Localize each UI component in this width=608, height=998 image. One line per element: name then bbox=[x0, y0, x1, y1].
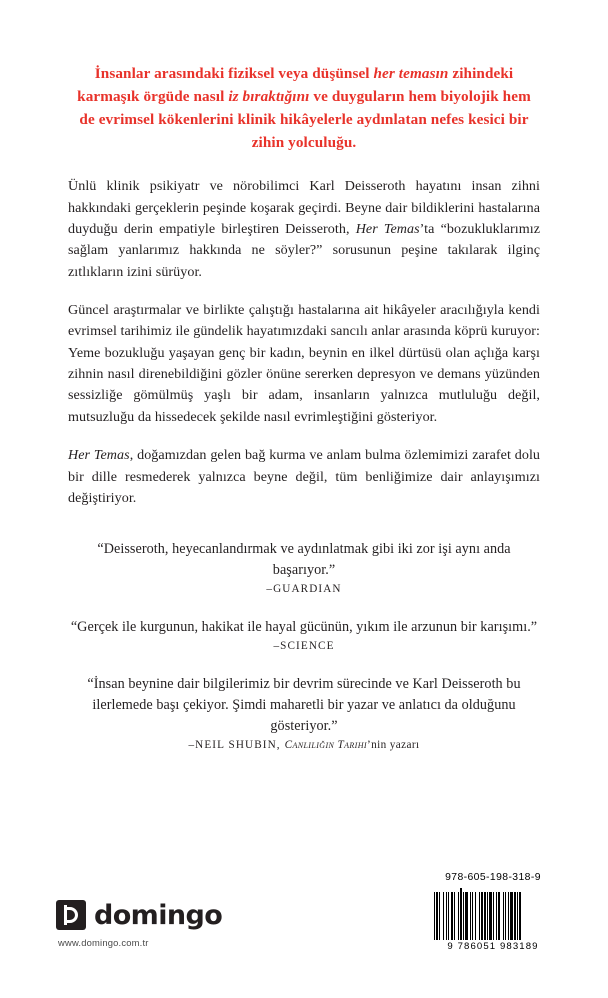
quote-source: –SCIENCE bbox=[273, 640, 335, 653]
isbn-number: 978-605-198-318-9 bbox=[445, 872, 541, 883]
quote-2 bbox=[68, 617, 540, 652]
barcode-icon bbox=[434, 888, 552, 952]
publisher-name: domingo bbox=[94, 899, 223, 931]
headline-blurb: İnsanlar arasındaki fiziksel veya düşünsel her temasın zihindeki karmaşık örgüde nasıl iz bıraktığını ve duyguların hem biyolojik hem de evrimsel kökenlerini klinik hikâyelerle aydınlatan nefes kesici bir zihin yolculuğu. bbox=[77, 65, 531, 152]
back-cover-page bbox=[0, 62, 608, 998]
body-copy bbox=[68, 176, 540, 509]
isbn-block bbox=[434, 872, 552, 952]
barcode-digits: 9 786051 983189 bbox=[447, 941, 539, 952]
quote-1 bbox=[68, 539, 540, 595]
quote-text: “Gerçek ile kurgunun, hakikat ile hayal gücünün, yıkım ile arzunun bir karışımı.” bbox=[70, 619, 538, 636]
paragraph-1: Ünlü klinik psikiyatr ve nörobilimci Karl Deisseroth hayatını insan zihni hakkındaki gerçeklerin peşinde koşarak geçirdi. Beyne dair bildiklerini hastalarına duyduğu derin empatiyle birleştiren Deisseroth, Her Temas’ta “bozukluklarımız sağlam yanlarımız hakkında ne söyler?” sorusunun peşine takılarak ilginç zıtlıkların izini sürüyor. bbox=[68, 178, 541, 280]
logo-row bbox=[56, 900, 266, 930]
publisher-website[interactable]: www.domingo.com.tr bbox=[58, 937, 149, 948]
quote-source: –GUARDIAN bbox=[266, 583, 342, 596]
praise-quotes bbox=[68, 539, 540, 751]
quote-text: “Deisseroth, heyecanlandırmak ve aydınlatmak gibi iki zor işi aynı anda başarıyor.” bbox=[97, 541, 511, 579]
barcode-bars bbox=[434, 888, 552, 940]
cover-footer bbox=[0, 856, 608, 952]
quote-source: –NEIL SHUBIN, Canlılığın Tarihi’nin yazarı bbox=[188, 739, 420, 752]
paragraph-2: Güncel araştırmalar ve birlikte çalıştığı hastalarına ait hikâyeler aracılığıyla kendi evrimsel tarihimiz ile gündelik hayatımızdaki sancılı anlar arasında köprü kuruyor: Yeme bozukluğu yaşayan genç bir kadın, beynin en ilkel dürtüsü olan açlığa karşı zihnin nasıl direnebildiğini gözler önüne sererken depresyon ve demans yüzünden sessizliğe gömülmüş yaşlı bir adam, insanların yalnızca mutluluğu değil, mutsuzluğu da hissedecek şekilde nasıl evrimleştiğini gösteriyor. bbox=[68, 302, 540, 425]
quote-3 bbox=[68, 674, 540, 751]
paragraph-3: Her Temas, doğamızdan gelen bağ kurma ve anlam bulma özlemimizi zarafet dolu bir dille resmederek yalnızca beyne değil, tüm benliğimize dair anlayışımızı değiştiriyor. bbox=[68, 447, 541, 506]
domingo-logo-icon bbox=[56, 900, 86, 930]
publisher-logo-block[interactable] bbox=[56, 900, 266, 948]
quote-text: “İnsan beynine dair bilgilerimiz bir devrim sürecinde ve Karl Deisseroth bu ilerlemede başı çekiyor. Şimdi maharetli bir yazar ve anlatıcı da olduğunu gösteriyor.” bbox=[87, 676, 521, 735]
